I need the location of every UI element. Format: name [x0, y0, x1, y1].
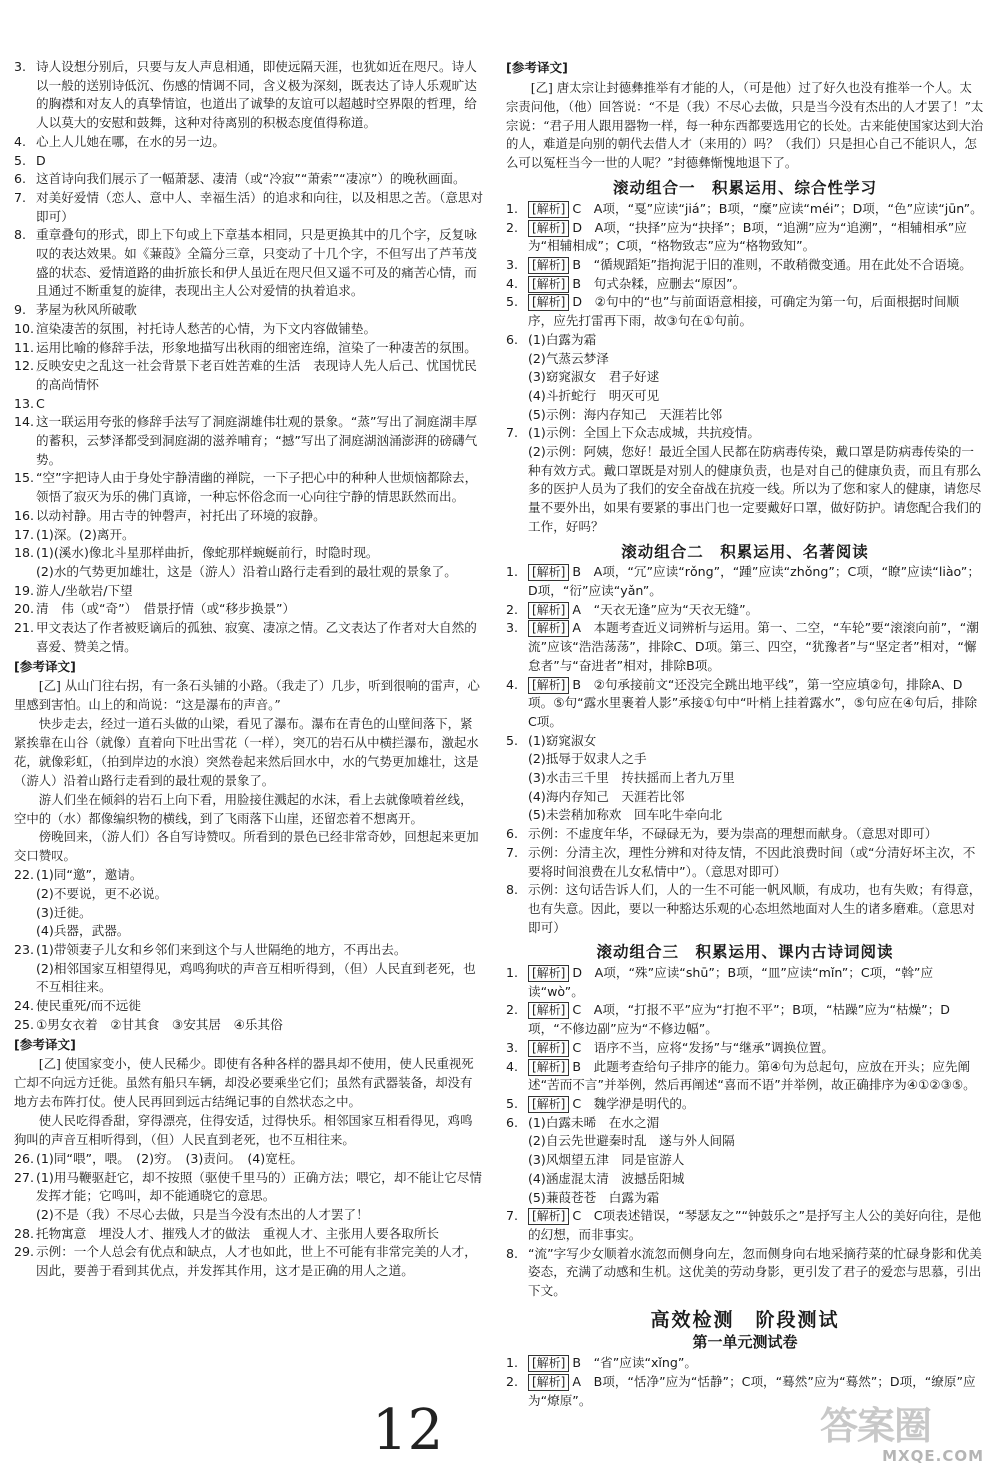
- answer-item: [506, 219, 984, 256]
- analysis-tag: [解析]: [528, 201, 569, 218]
- analysis-tag: [解析]: [528, 1374, 569, 1391]
- answer-item: [14, 320, 484, 339]
- answer-item: [506, 806, 984, 825]
- translation-paragraph: [乙] 使国家变小，使人民稀少。即使有各种各样的器具却不使用，使人民重视死亡却不向远方迁徙。虽然有船只车辆，却没必要乘坐它们；虽然有武器装备，却没有地方去布阵打仗。使人民再回到远古结绳记事的自然状态之中。: [14, 1056, 474, 1110]
- answer-text: 示例：一个人总会有优点和缺点，人才也如此，世上不可能有非常完美的人才，因此，要善于看到其优点，并发挥其作用，这才是正确的用人之道。: [36, 1244, 477, 1279]
- answer-number: 5.: [506, 1095, 519, 1111]
- answer-number: 5.: [506, 732, 519, 748]
- answer-text: (5)未尝稍加称欢 回车叱牛牵向北: [528, 807, 723, 823]
- answer-number: 23.: [14, 942, 35, 958]
- answer-item: [14, 885, 484, 904]
- answer-item: [506, 769, 984, 788]
- answer-text: B ②句承接前文“还没完全跳出地平线”，第一空应填②句，排除A、D项。⑤句“露水里裹着人影”承接①句中“叶梢上挂着露水”，⑤句应在④句后，排除C项。: [528, 676, 978, 729]
- answer-number: 3.: [506, 257, 519, 273]
- answer-number: 6.: [506, 1114, 519, 1130]
- analysis-tag: [解析]: [528, 1355, 569, 1372]
- answer-item: [506, 750, 984, 769]
- answer-item: [506, 563, 984, 600]
- analysis-tag: [解析]: [528, 677, 569, 694]
- answer-text: 游人/坐欹岩/下望: [36, 582, 133, 598]
- answer-item: [506, 1170, 984, 1189]
- answer-number: 24.: [14, 998, 35, 1014]
- answer-text: (2)气蒸云梦泽: [528, 350, 609, 366]
- answer-number: 20.: [14, 601, 35, 617]
- answer-item: [14, 133, 484, 152]
- answer-text: 甲文表达了作者被贬谪后的孤独、寂寞、凄凉之情。乙文表达了作者对大自然的喜爱、赞美之情。: [36, 620, 477, 654]
- answer-text: B 此题考查给句子排序的能力。第④句为总起句，应放在开头；应先阐述“苦而不言”并举例，然后再阐述“喜而不语”并举例，故正确排序为④①②③⑤。: [528, 1058, 976, 1093]
- answer-text: C A项，“戛”应读“jiá”；B项，“糜”应读“méi”；D项，“色”应读“jūn”。: [572, 200, 983, 216]
- answer-number: 2.: [506, 1373, 519, 1389]
- analysis-tag: [解析]: [528, 1208, 569, 1225]
- answer-text: 运用比喻的修辞手法，形象地描写出秋雨的细密连绵，渲染了一种凄苦的氛围。: [36, 339, 477, 355]
- translation-paragraph: [乙] 唐太宗让封德彝推举有才能的人，（可是他）过了好久也没有推举一个人。太宗责问他，（他）回答说：“不是（我）不尽心去做，只是当今没有杰出的人才罢了！”太宗说：“君子用人跟用器物一样，每一种东西都要选用它的长处。古来能使国家达到大治的人，难道是向别的朝代去借人才（来用的）吗？（我们）只是担心自己不能识人，怎么可以冤枉当今一世的人呢？”封德彝惭愧地退下了。: [506, 79, 984, 171]
- answer-item: [14, 582, 484, 601]
- answer-number: 1.: [506, 564, 519, 580]
- answer-text: 对美好爱情（恋人、意中人、幸福生活）的追求和向往，以及相思之苦。（意思对即可）: [36, 189, 484, 224]
- answer-item: [506, 1207, 984, 1244]
- answer-number: 27.: [14, 1169, 35, 1185]
- answer-text: “流”字写少女顺着水流忽而侧身向左，忽而侧身向右地采摘荇菜的忙碌身影和优美姿态，充满了动感和生机。这优美的劳动身影，更引发了君子的爱恋与思慕，引出下文。: [528, 1245, 982, 1299]
- reference-translation-label: [参考译文]: [14, 658, 76, 674]
- answer-number: 25.: [14, 1016, 35, 1032]
- answer-number: 2.: [506, 219, 519, 235]
- translation-paragraph: [乙] 从山门往右拐，有一条石头铺的小路。（我走了）几步，听到很响的雷声，心里感到害怕。山上的和尚说：“这是瀑布的声音。”: [14, 678, 480, 713]
- answer-text: 渲染凄苦的氛围，衬托诗人愁苦的心情，为下文内容做铺垫。: [36, 320, 377, 336]
- answer-item: [506, 1151, 984, 1170]
- answer-text: B “省”应读“xǐng”。: [572, 1355, 698, 1371]
- answer-text: (1)同“喂”，喂。 (2)穷。 (3)责问。 (4)宽枉。: [36, 1150, 304, 1166]
- analysis-tag: [解析]: [528, 1096, 569, 1113]
- answer-text: (2)自云先世避秦时乱 遂与外人间隔: [528, 1133, 735, 1149]
- answer-number: 10.: [14, 320, 35, 336]
- answer-text: 这首诗向我们展示了一幅萧瑟、凄清（或“冷寂”“萧索”“凄凉”）的晚秋画面。: [36, 171, 466, 187]
- answer-item: [14, 189, 484, 226]
- analysis-tag: [解析]: [528, 1002, 569, 1019]
- answer-number: 11.: [14, 339, 35, 355]
- answer-number: 7.: [506, 844, 519, 860]
- answer-number: 4.: [14, 133, 27, 149]
- answer-text: (2)示例：阿姨，您好！最近全国人民都在防病毒传染，戴口罩是防病毒传染的一种有效方式。戴口罩既是对别人的健康负责，也是对自己的健康负责，而且有那么多的医护人员为了我们的安全奋战在抗疫一线。所以为了您和家人的健康，请您尽量不要外出，如果有要紧的事出门也一定要戴好口罩，做好防护。请您配合我们的工作，好吗？: [528, 444, 982, 534]
- answer-item: [506, 424, 984, 443]
- answer-text: 使民重死/而不远徙: [36, 998, 141, 1014]
- answer-item: [506, 1245, 984, 1301]
- answer-item: [506, 676, 984, 732]
- test-heading: 高效检测 阶段测试: [650, 1308, 840, 1331]
- answer-item: [14, 170, 484, 189]
- answer-item: [506, 368, 984, 387]
- answer-item: [14, 941, 484, 960]
- answer-number: 1.: [506, 1355, 519, 1371]
- answer-number: 1.: [506, 200, 519, 216]
- answer-text: 托物寓意 埋没人才、摧残人才的做法 重视人才、主张用人要各取所长: [36, 1225, 439, 1241]
- answers-list-c: [14, 1150, 484, 1281]
- answer-text: 反映安史之乱这一社会背景下老百姓苦难的生活 表现诗人先人后己、忧国忧民的高尚情怀: [36, 358, 477, 392]
- answer-item: [506, 406, 984, 425]
- answer-item: [14, 301, 484, 320]
- answer-number: 2.: [506, 601, 519, 617]
- answer-text: 重章叠句的形式，即上下句或上下章基本相同，只是更换其中的几个字，反复咏叹的表达效果。如《蒹葭》全篇分三章，只变动了十几个字，不但写出了芦苇茂盛的状态、爱情道路的曲折旅长和伊人虽近在咫尺但又遥不可及的痛苦心情，而且通过不断重复的旋律，表现出主人公对爱情的执着追求。: [36, 227, 477, 299]
- answer-number: 26.: [14, 1150, 35, 1166]
- answer-number: 14.: [14, 414, 35, 430]
- answer-number: 12.: [14, 358, 35, 374]
- answer-item: [506, 275, 984, 294]
- answer-item: [506, 1132, 984, 1151]
- analysis-tag: [解析]: [528, 564, 569, 581]
- answer-text: (1)窈窕淑女: [528, 732, 597, 748]
- answer-number: 29.: [14, 1244, 35, 1260]
- reference-translation-2: [14, 1055, 484, 1150]
- answer-item: [14, 1016, 484, 1035]
- answer-item: [506, 732, 984, 751]
- reference-translation-3: [506, 79, 984, 174]
- answer-text: (4)兵器，武器。: [36, 923, 130, 939]
- answer-text: (1)(溪水)像北斗星那样曲折，像蛇那样蜿蜒前行，时隐时现。: [36, 545, 379, 561]
- answer-item: [506, 1354, 984, 1373]
- answer-number: 1.: [506, 965, 519, 981]
- answer-text: 以动衬静。用古寺的钟磬声，衬托出了环境的寂静。: [36, 507, 326, 523]
- answer-number: 22.: [14, 867, 35, 883]
- answer-text: (5)蒹葭苍苍 白露为霜: [528, 1189, 660, 1205]
- answer-number: 4.: [506, 275, 519, 291]
- analysis-tag: [解析]: [528, 965, 569, 982]
- answer-text: “空”字把诗人由于身处宇静清幽的禅院，一下子把心中的种种人世烦恼都除去，领悟了寂灭为乐的佛门真谛，一种忘怀俗念而一心向往宁静的情思跃然而出。: [36, 470, 478, 505]
- answer-item: [506, 443, 984, 537]
- answer-item: [14, 413, 484, 469]
- reference-translation-label: [参考译文]: [14, 1036, 76, 1052]
- unit-test-title: 第一单元测试卷: [692, 1333, 798, 1352]
- answer-text: (1)白露未晞 在水之湄: [528, 1114, 660, 1130]
- answer-number: 3.: [14, 59, 27, 74]
- answer-text: C: [36, 395, 45, 411]
- answer-item: [14, 904, 484, 923]
- answer-item: [506, 387, 984, 406]
- translation-paragraph: 快步走去，经过一道石头做的山梁，看见了瀑布。瀑布在青色的山壁间落下，紧紧挨靠在山谷（就像）直着向下吐出雪花（一样），突兀的岩石从中横拦瀑布，激起水花，就像彩虹，（拍到岸边的水浪）突然卷起来然后回水中，水的气势更加雄壮，这是（游人）沿着山路行走看到的最壮观的景象了。: [14, 716, 479, 788]
- watermark-url: MXQE.COM: [882, 1447, 984, 1465]
- answer-item: [14, 339, 484, 358]
- answer-item: [506, 788, 984, 807]
- answer-number: 4.: [506, 1058, 519, 1074]
- answer-number: 8.: [506, 1245, 519, 1261]
- answer-item: [506, 1058, 984, 1095]
- answer-text: A “天衣无逢”应为“天衣无缝”。: [572, 601, 759, 617]
- answer-item: [14, 152, 484, 171]
- section-3-answers: [506, 964, 984, 1301]
- answer-text: (4)斗折蛇行 明灭可见: [528, 387, 660, 403]
- left-column: [14, 58, 484, 1281]
- answer-text: D A项，“抉择”应为“抉择”；B项，“追溯”应为“追溯”，“相辅相承”应为“相辅相成”；C项，“格物致志”应为“格物致知”。: [528, 219, 967, 254]
- answer-text: (3)窈窕淑女 君子好逑: [528, 369, 660, 385]
- answers-list-b: [14, 866, 484, 1034]
- answer-item: [14, 1206, 484, 1225]
- analysis-tag: [解析]: [528, 220, 569, 237]
- analysis-tag: [解析]: [528, 294, 569, 311]
- answer-text: ①男女衣着 ②甘其食 ③安其居 ④乐其俗: [36, 1016, 283, 1032]
- answer-number: 4.: [506, 676, 519, 692]
- analysis-tag: [解析]: [528, 1040, 569, 1057]
- answer-number: 16.: [14, 507, 35, 523]
- answer-item: [506, 1114, 984, 1133]
- analysis-tag: [解析]: [528, 276, 569, 293]
- answer-item: [14, 226, 484, 301]
- reference-translation-1: [14, 677, 484, 866]
- section-title-1: 滚动组合一 积累运用、综合性学习: [612, 179, 877, 198]
- answer-item: [14, 866, 484, 885]
- answer-text: D: [36, 152, 46, 168]
- answer-item: [14, 357, 484, 394]
- answer-number: 7.: [506, 425, 519, 441]
- answer-text: C 语序不当，应将“发扬”与“继承”调换位置。: [572, 1039, 834, 1055]
- answer-item: [14, 1243, 484, 1280]
- answer-item: [14, 544, 484, 563]
- answer-text: (3)迁徙。: [36, 904, 92, 920]
- answer-number: 28.: [14, 1225, 35, 1241]
- answer-item: [506, 293, 984, 330]
- answer-number: 18.: [14, 545, 35, 561]
- answer-item: [506, 331, 984, 350]
- analysis-tag: [解析]: [528, 1059, 569, 1076]
- answer-text: (4)涵虚混太清 波撼岳阳城: [528, 1170, 685, 1186]
- answer-text: 示例：这句话告诉人们，人的一生不可能一帆风顺，有成功，也有失败；有得意，也有失意。因此，要以一种豁达乐观的心态坦然地面对人生的诸多磨难。（意思对即可）: [528, 882, 982, 935]
- answer-number: 9.: [14, 302, 27, 318]
- handwritten-page-number: 12: [372, 1398, 444, 1463]
- answer-text: (4)海内存知己 天涯若比邻: [528, 788, 685, 804]
- answer-text: (2)不是（我）不尽心去做，只是当今没有杰出的人才罢了！: [36, 1206, 369, 1222]
- answer-number: 6.: [14, 171, 27, 187]
- answer-number: 15.: [14, 470, 35, 486]
- answer-item: [506, 1189, 984, 1208]
- answer-number: 2.: [506, 1002, 519, 1018]
- answer-item: [14, 563, 484, 582]
- answer-item: [506, 825, 984, 844]
- answer-text: (1)用马鞭驱赶它，却不按照（驱使千里马的）正确方法；喂它，却不能让它尽情发挥才能；它鸣叫，却不能通晓它的意思。: [36, 1169, 483, 1204]
- answers-list-a: [14, 58, 484, 657]
- watermark-logo: [820, 1395, 988, 1465]
- answer-item: [506, 350, 984, 369]
- answer-text: 心上人儿她在哪，在水的另一边。: [36, 133, 225, 149]
- answer-item: [14, 922, 484, 941]
- answer-text: (2)相邻国家互相望得见，鸡鸣狗吠的声音互相听得到，（但）人民直到老死，也不互相往来。: [36, 960, 476, 995]
- answer-item: [14, 1169, 484, 1206]
- right-column: [506, 58, 984, 1410]
- answer-number: 21.: [14, 620, 35, 636]
- answer-number: 13.: [14, 395, 35, 411]
- answer-text: (1)同“邀”，邀请。: [36, 867, 143, 883]
- answer-number: 17.: [14, 526, 35, 542]
- answer-text: 茅屋为秋风所破歌: [36, 302, 137, 318]
- translation-paragraph: 傍晚回来，（游人们）各自写诗赞叹。所看到的景色已经非常奇妙，回想起来更加交口赞叹。: [14, 829, 479, 864]
- answer-item: [506, 881, 984, 937]
- answer-text: 清 伟（或“奇”） 借景抒情（或“移步换景”）: [36, 601, 296, 617]
- answer-text: (3)水击三千里 抟扶摇而上者九万里: [528, 770, 735, 786]
- answer-text: A 本题考查近义词辨析与运用。第一、二空，“车轮”要“滚滚向前”，“潮流”应该“浩浩荡荡”，排除C、D项。第三、四空，“犹豫者”与“坚定者”相对，“懈怠者”与“奋进者”相对，排除B项。: [528, 620, 979, 673]
- answer-item: [14, 1225, 484, 1244]
- answer-item: [14, 1150, 484, 1169]
- answer-item: [14, 58, 484, 133]
- section-2-answers: [506, 563, 984, 937]
- answer-item: [14, 395, 484, 414]
- analysis-tag: [解析]: [528, 257, 569, 274]
- answer-text: C C项表述错误，“琴瑟友之”“钟鼓乐之”是抒写主人公的美好向往，是他的幻想，而非事实。: [528, 1208, 982, 1242]
- answer-number: 3.: [506, 1039, 519, 1055]
- answer-item: [14, 600, 484, 619]
- answer-number: 3.: [506, 620, 519, 636]
- answer-text: D ②句中的“也”与前面语意相接，可确定为第一句，后面根据时间顺序，应先打雷再下雨，故③句在①句前。: [528, 294, 960, 329]
- answer-text: (2)不要说，更不必说。: [36, 885, 168, 901]
- answer-item: [14, 507, 484, 526]
- answer-item: [506, 619, 984, 675]
- answer-number: 6.: [506, 331, 519, 347]
- answer-item: [14, 960, 484, 997]
- section-title-3: 滚动组合三 积累运用、课内古诗词阅读: [596, 943, 894, 962]
- answer-text: D A项，“殊”应读“shū”；B项，“皿”应读“mǐn”；C项，“斡”应读“wò”。: [528, 965, 934, 999]
- answer-item: [14, 526, 484, 545]
- answer-number: 6.: [506, 826, 519, 842]
- analysis-tag: [解析]: [528, 602, 569, 619]
- analysis-tag: [解析]: [528, 620, 569, 637]
- answer-number: 19.: [14, 582, 35, 598]
- answer-item: [506, 200, 984, 219]
- answer-number: 8.: [14, 227, 27, 243]
- answer-text: (1)深。(2)离开。: [36, 526, 135, 542]
- translation-paragraph: 游人们坐在倾斜的岩石上向下看，用脸接住溅起的水沫，看上去就像喷着丝线，空中的（水）都像编织物的横线，到了飞雨落下山崖，还留恋着不想离开。: [14, 791, 473, 826]
- watermark-logo-text: 答案圈: [820, 1404, 932, 1448]
- reference-translation-label: [参考译文]: [506, 60, 568, 75]
- answer-item: [506, 601, 984, 620]
- section-1-answers: [506, 200, 984, 537]
- answer-item: [506, 1039, 984, 1058]
- answer-text: (1)示例：全国上下众志成城，共抗疫情。: [528, 425, 760, 441]
- answer-text: (2)水的气势更加雄壮，这是（游人）沿着山路行走看到的最壮观的景象了。: [36, 563, 457, 579]
- answer-number: 8.: [506, 882, 519, 898]
- answer-text: (1)带领妻子儿女和乡邻们来到这个与人世隔绝的地方，不再出去。: [36, 942, 407, 958]
- answer-number: 5.: [506, 294, 519, 310]
- answer-text: 示例：不虚度年华，不碌碌无为，要为崇高的理想而献身。（意思对即可）: [528, 826, 938, 842]
- answer-item: [506, 1001, 984, 1038]
- answer-item: [506, 844, 984, 881]
- answer-text: (1)白露为霜: [528, 331, 597, 347]
- answer-number: 5.: [14, 152, 27, 168]
- answer-text: C A项，“打报不平”应为“打抱不平”；B项，“枯躁”应为“枯燥”；D项，“不修边副”应为“不修边幅”。: [528, 1002, 950, 1037]
- answer-text: B A项，“冗”应读“rǒng”，“踵”应读“zhǒng”；C项，“瞭”应读“liào”；D项，“衍”应读“yǎn”。: [528, 564, 980, 598]
- answer-number: 7.: [14, 189, 27, 205]
- answer-item: [14, 619, 484, 656]
- answer-text: 这一联运用夸张的修辞手法写了洞庭湖雄伟壮观的景象。“蒸”写出了洞庭湖丰厚的蓄积，云梦泽都受到洞庭湖的滋养哺育；“撼”写出了洞庭湖汹涌澎湃的磅礴气势。: [36, 414, 478, 467]
- answer-text: 示例：分清主次，理性分辨和对待友情，不因此浪费时间（或“分清好坏主次，不要将时间浪费在儿女私情中”）。（意思对即可）: [528, 844, 976, 879]
- answer-item: [506, 256, 984, 275]
- answer-text: (2)抵辱于奴隶人之手: [528, 751, 647, 767]
- answer-number: 7.: [506, 1208, 519, 1224]
- translation-paragraph: 使人民吃得香甜，穿得漂亮，住得安适，过得快乐。相邻国家互相看得见，鸡鸣狗叫的声音互相听得到，（但）人民直到老死，也不互相往来。: [14, 1113, 473, 1147]
- answer-item: [506, 1095, 984, 1114]
- answer-text: B 句式杂糅，应删去“原因”。: [572, 275, 746, 291]
- section-title-2: 滚动组合二 积累运用、名著阅读: [621, 542, 869, 561]
- answer-text: C 魏学洢是明代的。: [572, 1095, 695, 1111]
- answer-text: (5)示例：海内存知己 天涯若比邻: [528, 406, 723, 422]
- answer-item: [506, 964, 984, 1001]
- answer-item: [14, 469, 484, 506]
- answer-text: 诗人设想分别后，只要与友人声息相通，即使远隔天涯，也犹如近在咫尺。诗人以一般的送别诗低沉、伤感的情调不同，含义极为深刻，既表达了诗人乐观旷达的胸襟和对友人的真挚情谊，也道出了诚挚的友谊可以超越时空界限的哲理，给人以莫大的安慰和鼓舞，这种对待离别的积极态度值得称道。: [36, 59, 477, 131]
- answer-text: B “循规蹈矩”指拘泥于旧的准则，不敢稍微变通。用在此处不合语境。: [572, 257, 972, 273]
- answer-item: [14, 997, 484, 1016]
- answer-text: (3)风烟望五津 同是宦游人: [528, 1152, 685, 1168]
- answer-text: A B项，“恬净”应为“恬静”；C项，“蓦然”应为“蓦然”；D项，“缭原”应为“燎原”。: [528, 1373, 976, 1408]
